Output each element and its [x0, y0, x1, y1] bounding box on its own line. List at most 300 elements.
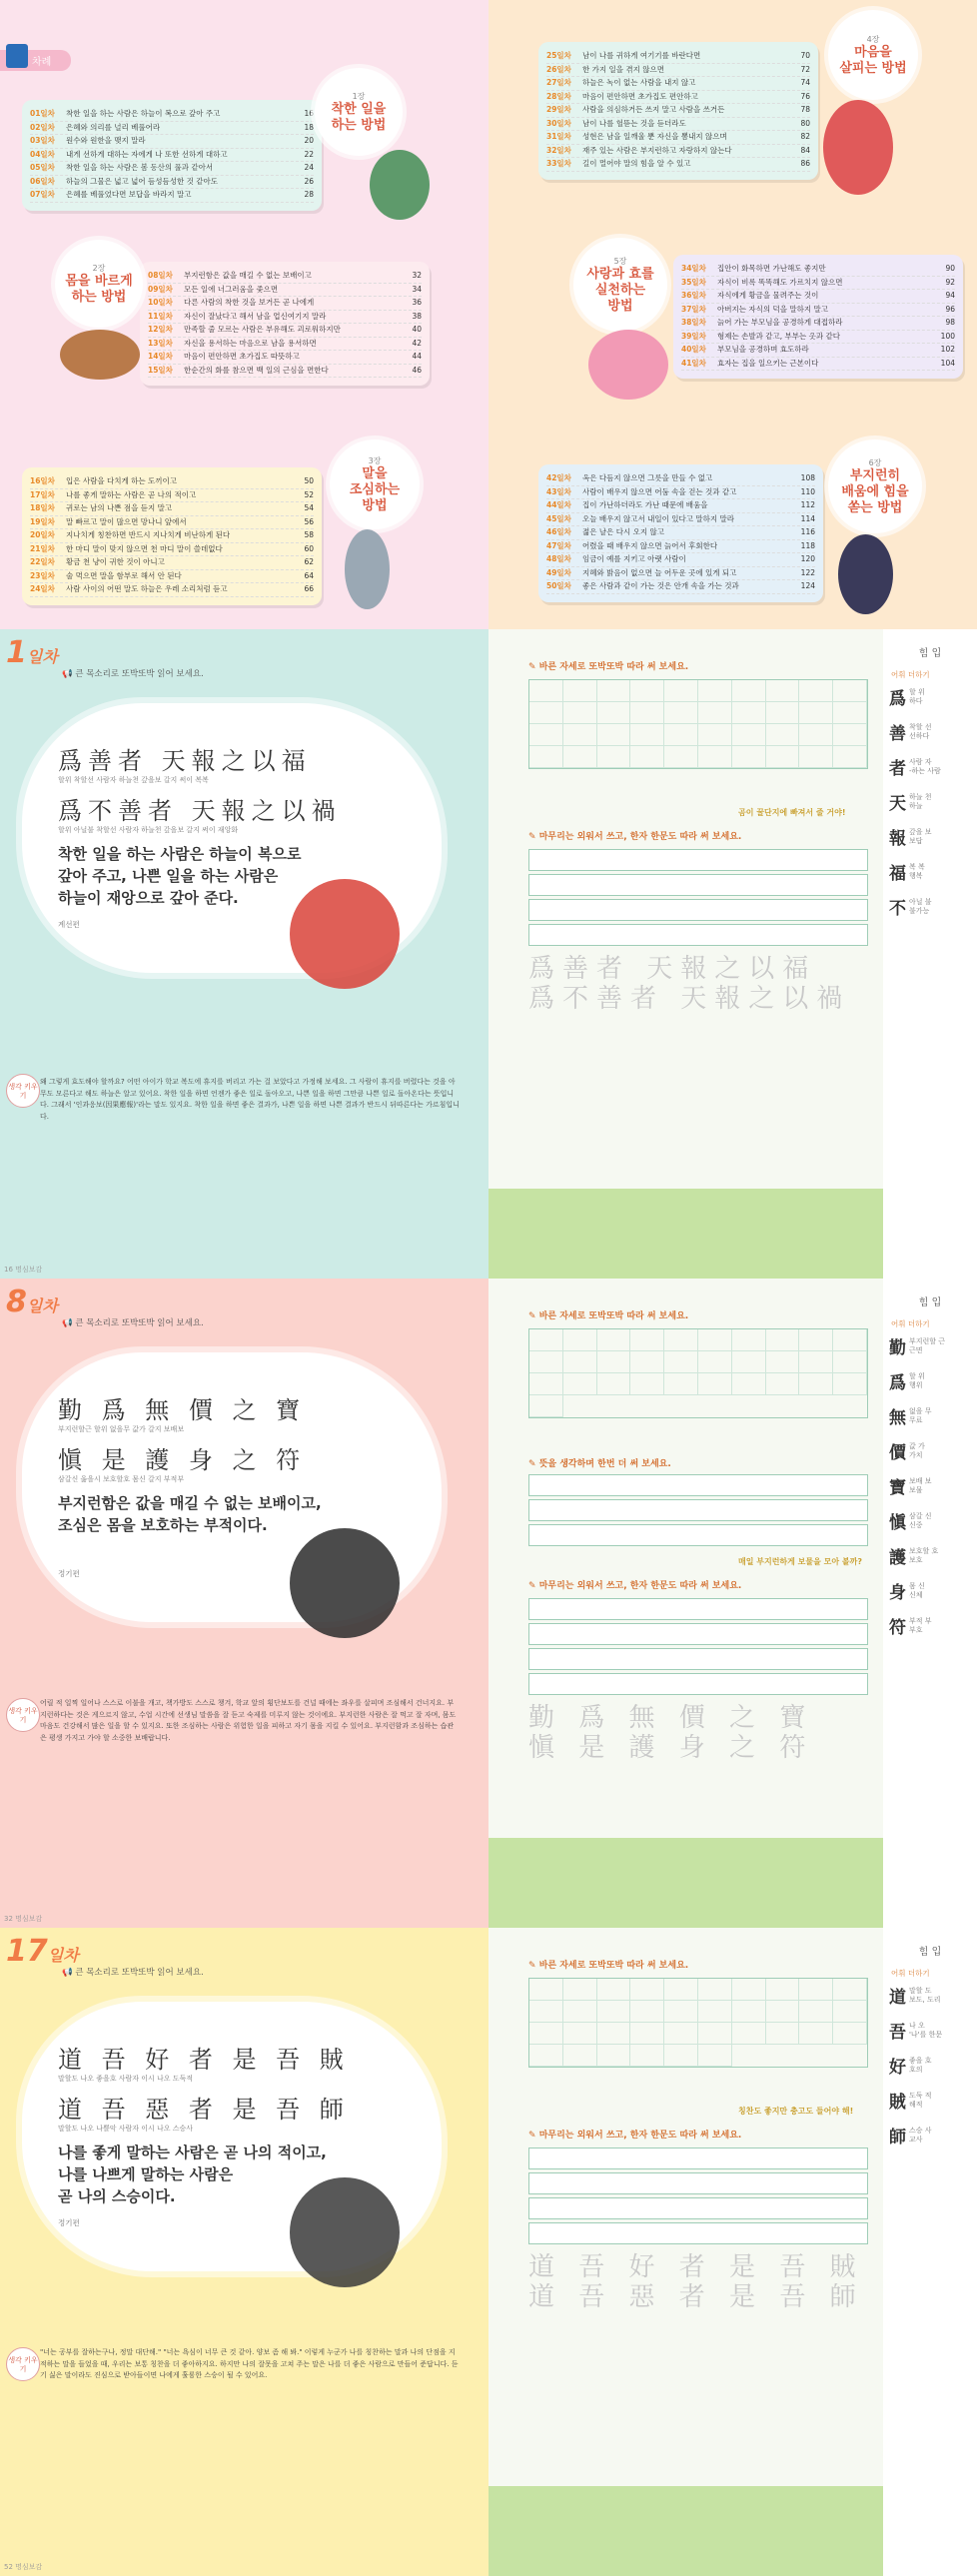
- toc-item-page: 84: [800, 145, 810, 155]
- write-line[interactable]: [528, 1648, 868, 1670]
- write-line[interactable]: [528, 899, 868, 921]
- write-line[interactable]: [528, 2197, 868, 2219]
- source-chapter: 계선편: [58, 920, 80, 929]
- grid-cell[interactable]: [799, 1979, 833, 2001]
- grid-cell[interactable]: [766, 1373, 800, 1395]
- day-number: 17: [6, 1934, 48, 1969]
- toc-item-title: 효자는 집을 일으키는 근본이다: [717, 358, 819, 368]
- grid-cell[interactable]: [732, 1373, 766, 1395]
- grid-cell[interactable]: [529, 724, 563, 746]
- dict-hanja: 爲: [889, 1373, 906, 1393]
- write-line[interactable]: [528, 1623, 868, 1645]
- hanja-trace[interactable]: [528, 1703, 813, 1763]
- grid-cell[interactable]: [799, 680, 833, 702]
- hanja-line-2: 愼 是 護 身 之 符: [58, 1446, 307, 1474]
- toc-item[interactable]: [546, 131, 810, 145]
- grid-cell[interactable]: [732, 2001, 766, 2023]
- grid-cell[interactable]: [732, 1329, 766, 1351]
- grid-cell[interactable]: [799, 2023, 833, 2045]
- dict-meaning: 스승 사 교사: [909, 2126, 932, 2144]
- toc-item[interactable]: [546, 513, 815, 527]
- grid-cell[interactable]: [698, 1373, 732, 1395]
- grid-cell[interactable]: [630, 702, 664, 724]
- toc-item-day: 28일차: [546, 91, 571, 101]
- write-line[interactable]: [528, 1673, 868, 1695]
- grid-cell[interactable]: [732, 724, 766, 746]
- toc-item[interactable]: [546, 526, 815, 540]
- dict-item: [889, 719, 977, 744]
- write-line[interactable]: [528, 1499, 868, 1521]
- write-line[interactable]: [528, 1524, 868, 1546]
- grid-cell[interactable]: [698, 1329, 732, 1351]
- toc-item[interactable]: [30, 489, 314, 503]
- grid-cell[interactable]: [664, 724, 698, 746]
- grid-cell[interactable]: [766, 680, 800, 702]
- dict-hanja: 身: [889, 1583, 906, 1603]
- toc-item-day: 21일차: [30, 543, 55, 553]
- toc-item[interactable]: [546, 540, 815, 554]
- grid-cell[interactable]: [529, 702, 563, 724]
- cheerleader-illustration: [823, 100, 893, 195]
- grid-cell[interactable]: [799, 724, 833, 746]
- grid-cell[interactable]: [799, 1329, 833, 1351]
- write-title-trace: [528, 659, 688, 672]
- grid-cell[interactable]: [799, 1351, 833, 1373]
- toc-item-page: 18: [304, 122, 314, 132]
- write-line[interactable]: [528, 2147, 868, 2169]
- grid-cell[interactable]: [597, 1329, 631, 1351]
- dict-item: [889, 1543, 977, 1568]
- toc-item[interactable]: [546, 64, 810, 78]
- grid-cell[interactable]: [630, 1329, 664, 1351]
- grid-cell[interactable]: [664, 1329, 698, 1351]
- grid-cell[interactable]: [833, 680, 867, 702]
- trace-grid[interactable]: [528, 679, 868, 769]
- toc-item[interactable]: [681, 317, 955, 331]
- toc-item[interactable]: [681, 277, 955, 291]
- toc-item-title: 착한 일을 하는 사람은 하늘이 복으로 갚아 주고: [66, 109, 221, 118]
- grid-cell[interactable]: [698, 724, 732, 746]
- hanja-trace-1: 道 吾 好 者 是 吾 賊: [528, 2252, 864, 2282]
- grid-cell[interactable]: [664, 746, 698, 768]
- toc-item-title: 사람 사이의 어떤 말도 하늘은 우레 소리처럼 듣고: [66, 584, 228, 593]
- grid-cell[interactable]: [529, 680, 563, 702]
- toc-item-day: 20일차: [30, 530, 55, 539]
- grid-cell[interactable]: [664, 1351, 698, 1373]
- toc-item[interactable]: [148, 365, 422, 379]
- grid-cell[interactable]: [563, 724, 597, 746]
- grid-cell[interactable]: [732, 746, 766, 768]
- grid-cell[interactable]: [698, 2001, 732, 2023]
- toc-item[interactable]: [30, 189, 314, 203]
- toc-item-title: 늙어 가는 부모님을 공경하게 대접하라: [717, 318, 843, 327]
- memorize-lines: [528, 849, 868, 949]
- grid-cell[interactable]: [833, 746, 867, 768]
- toc-item-day: 37일차: [681, 304, 706, 314]
- hint-note: 곰이 꿀단지에 빠져서 줄 거야!: [738, 808, 846, 817]
- dict-meaning: 몸 신 신체: [909, 1581, 925, 1599]
- dict-meaning: 부적 부 부호: [909, 1616, 932, 1634]
- write-line[interactable]: [528, 1598, 868, 1620]
- toc-tag: [0, 50, 71, 71]
- grid-cell[interactable]: [597, 2023, 631, 2045]
- toc-item[interactable]: [681, 304, 955, 318]
- toc-item-page: 114: [800, 513, 815, 523]
- grid-cell[interactable]: [833, 2001, 867, 2023]
- monster-illustration: [370, 150, 430, 220]
- grid-cell[interactable]: [630, 2023, 664, 2045]
- grid-cell[interactable]: [664, 1373, 698, 1395]
- character-illustration: [290, 2177, 400, 2287]
- toc-item-day: 29일차: [546, 105, 571, 114]
- grid-cell[interactable]: [833, 724, 867, 746]
- vocab-sidebar: [883, 1279, 977, 1928]
- dict-item: [889, 2123, 977, 2147]
- toc-item[interactable]: [148, 338, 422, 352]
- grid-cell[interactable]: [766, 724, 800, 746]
- toc-item-day: 32일차: [546, 145, 571, 155]
- grid-cell[interactable]: [597, 1351, 631, 1373]
- grid-cell[interactable]: [529, 1395, 563, 1417]
- dict-hanja: 吾: [889, 2023, 906, 2043]
- toc-item[interactable]: [30, 583, 314, 597]
- dict-meaning: 착할 선 선하다: [909, 722, 932, 740]
- grid-cell[interactable]: [664, 2001, 698, 2023]
- page-number: 32 명심보감: [4, 1915, 43, 1923]
- grid-cell[interactable]: [732, 702, 766, 724]
- dict-hanja: 報: [889, 829, 906, 849]
- toc-item[interactable]: [546, 472, 815, 486]
- korean-translation: 나를 좋게 말하는 사람은 곧 나의 적이고, 나를 나쁘게 말하는 사람은 곧 나의 스승이다.: [58, 2144, 327, 2205]
- grid-cell[interactable]: [698, 1979, 732, 2001]
- dict-meaning: 복 복 행복: [909, 862, 925, 880]
- toc-item-page: 112: [800, 500, 815, 509]
- pencil-icon: ✎: [528, 1581, 539, 1591]
- grid-cell[interactable]: [732, 2023, 766, 2045]
- grid-cell[interactable]: [732, 680, 766, 702]
- toc-item-title: 남이 나를 귀하게 여기기를 바란다면: [582, 51, 701, 60]
- toc-item-day: 08일차: [148, 271, 173, 280]
- scene-ground: [488, 2486, 883, 2576]
- toc-item[interactable]: [148, 351, 422, 365]
- grid-cell[interactable]: [698, 680, 732, 702]
- grid-cell[interactable]: [698, 2023, 732, 2045]
- grid-cell[interactable]: [664, 1979, 698, 2001]
- grid-cell[interactable]: [799, 746, 833, 768]
- grid-cell[interactable]: [597, 702, 631, 724]
- dict-item: [889, 1438, 977, 1463]
- toc-item[interactable]: [30, 135, 314, 149]
- grid-cell[interactable]: [630, 680, 664, 702]
- grid-cell[interactable]: [529, 2045, 563, 2067]
- grid-cell[interactable]: [766, 702, 800, 724]
- dict-hanja: 無: [889, 1408, 906, 1428]
- hanja-trace-2: 爲不善者 天報之以禍: [528, 984, 851, 1014]
- dict-item: [889, 684, 977, 709]
- hanja-trace[interactable]: [528, 2252, 864, 2312]
- grid-cell[interactable]: [563, 2023, 597, 2045]
- grid-cell[interactable]: [563, 1329, 597, 1351]
- grid-cell[interactable]: [766, 2023, 800, 2045]
- toc-item[interactable]: [546, 158, 810, 172]
- toc-item-title: 한순간의 화를 참으면 백 일의 근심을 면한다: [184, 365, 329, 375]
- dict-hanja: 爲: [889, 689, 906, 709]
- grid-cell[interactable]: [766, 746, 800, 768]
- grid-cell[interactable]: [597, 724, 631, 746]
- grid-cell[interactable]: [799, 1373, 833, 1395]
- toc-item-title: 좋은 사람과 같이 가는 것은 안개 속을 가는 것과: [582, 581, 739, 590]
- scene-ground: [488, 1838, 883, 1928]
- toc-item[interactable]: [546, 145, 810, 159]
- toc-item[interactable]: [546, 50, 810, 64]
- grid-cell[interactable]: [529, 2001, 563, 2023]
- toc-item-day: 15일차: [148, 365, 173, 375]
- toc-item-title: 젊은 날은 다시 오지 않고: [582, 527, 664, 536]
- write-title-trace-text: 바른 자세로 또박또박 따라 써 보세요.: [538, 1961, 689, 1971]
- toc-item[interactable]: [30, 502, 314, 516]
- toc-item-title: 한 마디 말이 맞지 않으면 천 마디 말이 쓸데없다: [66, 543, 223, 553]
- grid-cell[interactable]: [597, 2001, 631, 2023]
- grid-cell[interactable]: [563, 2045, 597, 2067]
- toc-item-title: 원수와 원한을 맺지 말라: [66, 136, 146, 145]
- lesson-spread: [0, 1928, 977, 2576]
- grid-cell[interactable]: [563, 1351, 597, 1373]
- toc-item-page: 96: [945, 304, 955, 314]
- toc-item-day: 04일차: [30, 149, 55, 159]
- dict-item: [889, 1368, 977, 1393]
- chapter-5-list: [681, 263, 955, 371]
- grid-cell[interactable]: [597, 680, 631, 702]
- story-text: 왜 그렇게 효도해야 할까요? 어떤 아이가 학교 복도에 휴지를 버리고 가는 걸 보았다고 가정해 보세요. 그 사람이 휴지를 버렸다는 것을 아무도 모른다고 해도 하늘은 알고 있어요. 착한 일을 하면 언젠가 좋은 일로 돌아오고, 나쁜 일을 하면 그만큼 나쁜 일로 돌아온다는 뜻입니다. 그래서 '인과응보(因果應報)'라는 말도 있지요. 착한 일을 하면 좋은 결과가, 나쁜 일을 하면 나쁜 결과가 반드시 뒤따른다는 가르침입니다.: [40, 1078, 460, 1121]
- grid-cell[interactable]: [563, 746, 597, 768]
- write-line[interactable]: [528, 2222, 868, 2244]
- grid-cell[interactable]: [529, 746, 563, 768]
- toc-item[interactable]: [148, 324, 422, 338]
- vocab-list: [883, 684, 977, 919]
- grid-cell[interactable]: [597, 1373, 631, 1395]
- write-line[interactable]: [528, 924, 868, 946]
- vocab-title: 힘 입: [918, 1297, 942, 1308]
- grid-cell[interactable]: [597, 746, 631, 768]
- toc-item-title: 형제는 손발과 같고, 부부는 옷과 같다: [717, 331, 840, 341]
- grid-cell[interactable]: [630, 2045, 664, 2067]
- toc-item[interactable]: [30, 570, 314, 584]
- toc-item-title: 지혜와 밝음이 없으면 늘 어두운 곳에 있게 되고: [582, 567, 737, 577]
- chapter-5-title: 사랑과 효를 실천하는 방법: [586, 266, 654, 314]
- grid-cell[interactable]: [630, 746, 664, 768]
- megaphone-icon: 📢: [62, 669, 76, 679]
- grid-cell[interactable]: [833, 1979, 867, 2001]
- pencil-icon: ✎: [528, 2131, 539, 2141]
- hint-note: 매일 부지런하게 보물을 모아 볼까?: [738, 1557, 862, 1566]
- chapter-4-list: [546, 50, 810, 172]
- lesson-left-page: [0, 1928, 488, 2576]
- vocab-subtitle: 어휘 더하기: [891, 1969, 930, 1978]
- grid-cell[interactable]: [833, 2023, 867, 2045]
- toc-item-page: 72: [800, 64, 810, 74]
- grid-cell[interactable]: [597, 1979, 631, 2001]
- grid-cell[interactable]: [630, 724, 664, 746]
- toc-item-title: 아버지는 자식의 덕을 말하지 말고: [717, 304, 828, 314]
- toc-item[interactable]: [148, 311, 422, 325]
- toc-item[interactable]: [546, 91, 810, 105]
- toc-item[interactable]: [148, 297, 422, 311]
- grid-cell[interactable]: [833, 702, 867, 724]
- grid-cell[interactable]: [766, 1979, 800, 2001]
- write-line[interactable]: [528, 849, 868, 871]
- toc-item[interactable]: [546, 77, 810, 91]
- trace-grid[interactable]: [528, 1328, 868, 1418]
- lesson-left-page: [0, 629, 488, 1279]
- toc-item-day: 10일차: [148, 298, 173, 307]
- toc-item[interactable]: [681, 263, 955, 277]
- vocab-title: 힘 입: [918, 1947, 942, 1958]
- grid-cell[interactable]: [833, 1373, 867, 1395]
- write-line[interactable]: [528, 1474, 868, 1496]
- grid-cell[interactable]: [630, 1979, 664, 2001]
- grid-cell[interactable]: [529, 1329, 563, 1351]
- toc-item[interactable]: [30, 122, 314, 136]
- dict-hanja: 善: [889, 724, 906, 744]
- toc-item-title: 나를 좋게 말하는 사람은 곧 나의 적이고: [66, 489, 197, 499]
- grid-cell[interactable]: [732, 1351, 766, 1373]
- toc-item[interactable]: [546, 104, 810, 118]
- toc-item[interactable]: [30, 162, 314, 176]
- toc-item[interactable]: [30, 176, 314, 190]
- toc-item-day: 23일차: [30, 570, 55, 580]
- grid-cell[interactable]: [664, 2045, 698, 2067]
- toc-item-day: 40일차: [681, 345, 706, 354]
- grid-cell[interactable]: [698, 2045, 732, 2067]
- toc-item[interactable]: [546, 567, 815, 581]
- toc-item-day: 09일차: [148, 284, 173, 294]
- grid-cell[interactable]: [766, 1329, 800, 1351]
- trace-grid[interactable]: [528, 1978, 868, 2068]
- grid-cell[interactable]: [698, 1351, 732, 1373]
- dict-item: [889, 1578, 977, 1603]
- toc-item[interactable]: [681, 331, 955, 345]
- toc-item-page: 54: [304, 503, 314, 512]
- toc-item-page: 28: [304, 190, 314, 199]
- grid-cell[interactable]: [630, 2001, 664, 2023]
- grid-cell[interactable]: [698, 746, 732, 768]
- grid-cell[interactable]: [529, 1373, 563, 1395]
- grid-cell[interactable]: [563, 1373, 597, 1395]
- grid-cell[interactable]: [698, 702, 732, 724]
- hint-note: 칭찬도 좋지만 충고도 들어야 해!: [738, 2107, 854, 2116]
- toc-item-page: 76: [800, 91, 810, 101]
- dict-item: [889, 2053, 977, 2078]
- source-chapter: 정기편: [58, 1569, 80, 1578]
- dict-meaning: 없을 무 무료: [909, 1406, 932, 1424]
- dict-item: [889, 859, 977, 884]
- toc-item[interactable]: [30, 529, 314, 543]
- toc-right-page: [488, 0, 977, 629]
- lesson-right-page: [488, 1928, 977, 2576]
- toc-item-page: 82: [800, 132, 810, 141]
- grid-cell[interactable]: [529, 2023, 563, 2045]
- hanja-line-2: 爲不善者 天報之以禍: [58, 797, 342, 825]
- toc-item-day: 36일차: [681, 291, 706, 300]
- toc-item[interactable]: [546, 486, 815, 500]
- dict-item: [889, 754, 977, 779]
- grid-cell[interactable]: [732, 1979, 766, 2001]
- hanja-line-2: 道 吾 惡 者 是 吾 師: [58, 2096, 350, 2124]
- dict-hanja: 賊: [889, 2093, 906, 2113]
- scene-ground: [488, 1189, 883, 1279]
- toc-item[interactable]: [148, 270, 422, 284]
- pencil-icon: ✎: [528, 832, 539, 842]
- knight-illustration: [345, 529, 390, 609]
- grid-cell[interactable]: [563, 680, 597, 702]
- toc-item[interactable]: [30, 556, 314, 570]
- toc-item[interactable]: [30, 149, 314, 163]
- toc-item[interactable]: [681, 358, 955, 372]
- write-line[interactable]: [528, 2172, 868, 2194]
- grid-cell[interactable]: [529, 1979, 563, 2001]
- grid-cell[interactable]: [766, 1351, 800, 1373]
- toc-item[interactable]: [30, 108, 314, 122]
- grid-cell[interactable]: [563, 2001, 597, 2023]
- toc-item[interactable]: [546, 118, 810, 132]
- grid-cell[interactable]: [664, 2023, 698, 2045]
- chapter-2-title: 몸을 바르게 하는 방법: [65, 273, 133, 305]
- grid-cell[interactable]: [799, 702, 833, 724]
- day-title: [6, 635, 58, 670]
- toc-item[interactable]: [546, 553, 815, 567]
- toc-item[interactable]: [546, 580, 815, 594]
- write-title-memorize-text: 마무리는 외워서 쓰고, 한자 한문도 따라 써 보세요.: [538, 832, 742, 842]
- chapter-6-box: [538, 464, 823, 602]
- grid-cell[interactable]: [529, 1351, 563, 1373]
- toc-item[interactable]: [30, 543, 314, 557]
- reading-line-1: 부지런할근 할위 없을무 값가 갈지 보배보: [58, 1425, 185, 1433]
- day-title: [6, 1285, 58, 1319]
- toc-item[interactable]: [148, 284, 422, 298]
- read-instruction-text: 큰 목소리로 또박또박 읽어 보세요.: [75, 669, 204, 679]
- toc-item[interactable]: [681, 344, 955, 358]
- toc-item[interactable]: [30, 475, 314, 489]
- dict-meaning: 아닐 불 불가능: [909, 897, 932, 915]
- grid-cell[interactable]: [766, 2001, 800, 2023]
- grid-cell[interactable]: [597, 2045, 631, 2067]
- toc-item[interactable]: [681, 290, 955, 304]
- grid-cell[interactable]: [833, 1351, 867, 1373]
- toc-item-page: 74: [800, 78, 810, 87]
- toc-item[interactable]: [30, 516, 314, 530]
- grid-cell[interactable]: [799, 2001, 833, 2023]
- story-text: "너는 공부를 잘하는구나, 정말 대단해." "너는 욕심이 너무 큰 것 같아. 양보 좀 해 봐." 이렇게 누군가 나를 칭찬하는 말과 나의 단점을 지적하는 말을 들었을 때, 우리는 보통 칭찬을 더 좋아하지요. 하지만 나의 잘못을 고쳐 주는 말은 나를 더 좋은 사람으로 만들어 준답니다. 듣기 싫은 말이라도 진심으로 받아들이면 나에게 훌륭한 스승이 될 수 있어요.: [40, 2348, 459, 2379]
- grid-cell[interactable]: [833, 1329, 867, 1351]
- write-title-memorize: [528, 1578, 741, 1591]
- grid-cell[interactable]: [563, 1979, 597, 2001]
- toc-item-title: 임금이 예를 지키고 아랫 사람이: [582, 554, 686, 563]
- toc-item[interactable]: [546, 499, 815, 513]
- grid-cell[interactable]: [664, 702, 698, 724]
- pencil-icon: ✎: [528, 1459, 539, 1469]
- grid-cell[interactable]: [630, 1351, 664, 1373]
- dict-meaning: 삼갈 신 신중: [909, 1511, 932, 1529]
- grid-cell[interactable]: [563, 702, 597, 724]
- grid-cell[interactable]: [630, 1373, 664, 1395]
- write-title-memorize: [528, 829, 741, 842]
- toc-item-title: 집이 가난하더라도 가난 때문에 배움을: [582, 500, 708, 509]
- write-line[interactable]: [528, 874, 868, 896]
- hanja-trace-1: 勤 爲 無 價 之 寶: [528, 1703, 814, 1733]
- toc-item-page: 16: [304, 109, 314, 118]
- hanja-trace[interactable]: [528, 954, 850, 1014]
- grid-cell[interactable]: [664, 680, 698, 702]
